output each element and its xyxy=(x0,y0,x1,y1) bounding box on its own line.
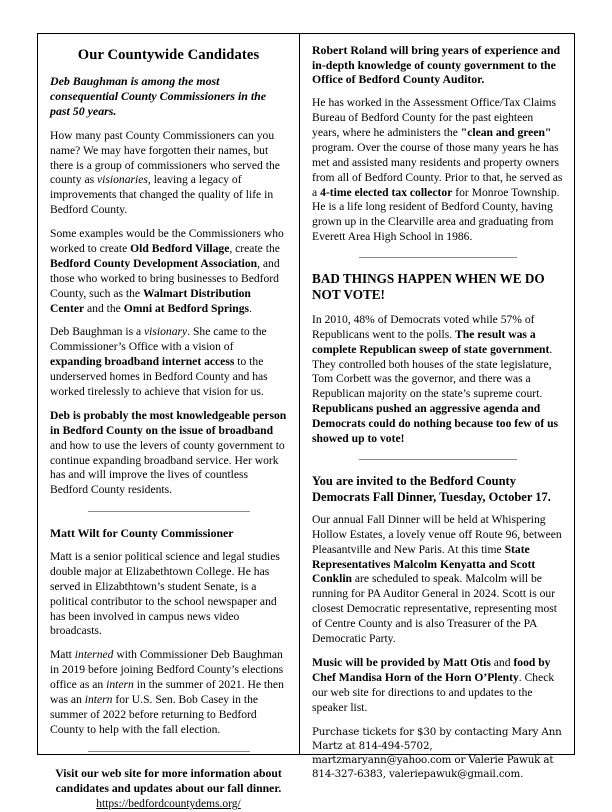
bold-run-old-bedford-village: Old Bedford Village xyxy=(130,241,230,255)
deb-paragraph-1 xyxy=(50,129,287,218)
wilt-paragraph-2 xyxy=(50,648,287,737)
text-run: Some examples would be the Commissioners who worked to create xyxy=(50,227,284,255)
roland-paragraph xyxy=(312,96,563,245)
deb-lead-paragraph xyxy=(50,74,287,119)
emphasis-run: visionaries xyxy=(97,173,148,187)
heading-fall-dinner-invite: You are invited to the Bedford County Democrats Fall Dinner, Tuesday, October 17. xyxy=(312,473,551,504)
text-run: , and those who worked to bring businesses to Bedford County, such as the xyxy=(50,256,280,300)
text-run: with Commissioner Deb Baughman in 2019 before joining Bedford County’s elections office as an xyxy=(50,648,284,692)
footer-line-2: candidates and updates about our fall dinner. xyxy=(55,781,282,795)
text-run: . She came to the Commissioner’s Office with a vision of xyxy=(50,325,267,354)
text-run: in the summer of 2021. He then was an xyxy=(50,678,284,706)
text-run: In 2010, 48% of Democrats voted while 57% of Republicans went to the polls. xyxy=(312,312,535,341)
music-paragraph xyxy=(312,656,563,716)
bold-run-knowledgeable: Deb is probably the most knowledgeable person in Bedford County on the issue of broadband xyxy=(50,408,287,437)
text-run: . xyxy=(249,301,252,315)
website-url-line xyxy=(50,797,287,812)
bold-run-clean-and-green: "clean and green" xyxy=(460,125,552,139)
text-run: , leaving a legacy of improvements that changed the quality of life in Bedford County. xyxy=(50,173,274,217)
text-run: Deb Baughman is a xyxy=(50,325,145,339)
tickets-paragraph: Purchase tickets for $30 by contacting Mary Ann Martz at 814-494-5702, martzmaryann@yahoo.com or Valerie Pawuk at 814-327-6383, valeriepawuk@gmail.com. xyxy=(312,726,562,781)
emphasis-run: intern xyxy=(106,678,134,692)
text-run: and how to use the levers of county government to continue expanding broadband service. Her work has and will improve the lives of countless Bedford County residents. xyxy=(50,438,285,497)
text-run: to the underserved homes in Bedford County and has worked tirelessly to achieve that vision for us. xyxy=(50,355,268,398)
bold-run-bcda: Bedford County Development Association xyxy=(50,256,258,270)
dinner-paragraph xyxy=(312,513,563,647)
text-run: for Monroe Township. He is a life long resident of Bedford County, having grown up in the Clearville area and graduating from Everett Area High School in 1986. xyxy=(312,185,560,244)
text-run: Matt xyxy=(50,648,75,662)
bold-run-showed-up-to-vote: Republicans pushed an aggressive agenda and Democrats could do nothing because too few of us showed up to vote! xyxy=(312,402,559,445)
bold-run-omni: Omni at Bedford Springs xyxy=(123,301,250,315)
bold-run-broadband: expanding broadband internet access xyxy=(50,355,235,369)
bold-run-food: food by Chef Mandisa Horn of the Horn O’Plenty xyxy=(312,655,551,684)
section-divider-left-2 xyxy=(88,751,250,752)
website-url-link[interactable]: https://bedfordcountydems.org/ xyxy=(96,798,241,811)
website-footer-block xyxy=(50,766,287,812)
page-title: Our Countywide Candidates xyxy=(77,47,260,63)
vote-paragraph xyxy=(312,313,563,447)
subheading-matt-wilt: Matt Wilt for County Commissioner xyxy=(50,526,234,541)
emphasis-run: visionary xyxy=(144,325,188,339)
text-run: and xyxy=(490,655,514,669)
bold-run-music: Music will be provided by Matt Otis xyxy=(312,655,491,669)
left-column xyxy=(38,34,299,811)
text-run: How many past County Commissioners can you name? We may have forgotten their names, but there is a group of commissioners who served the county as xyxy=(50,128,280,187)
heading-bad-things-happen: BAD THINGS HAPPEN WHEN WE DO NOT VOTE! xyxy=(312,271,545,303)
deb-paragraph-4 xyxy=(50,409,287,498)
text-run: He has worked in the Assessment Office/Tax Claims Bureau of Bedford County for the past eighteen years, where he administers the xyxy=(312,96,557,139)
footer-line-1: Visit our web site for more information about xyxy=(55,766,282,780)
text-run: program. Over the course of those many years he has met and assisted many residents and property owners from all of Bedford County. Prior to that, he served as a xyxy=(312,140,563,199)
text-run: Our annual Fall Dinner will be held at Whispering Hollow Estates, a lovely venue off Route 96, between Pleasantville and New Paris. At this time xyxy=(312,512,562,556)
text-run: and the xyxy=(84,301,124,315)
text-run: for U.S. Sen. Bob Casey in the summer of 2022 before returning to Bedford County to help with the fall election. xyxy=(50,692,259,736)
section-divider-right-1 xyxy=(359,257,517,258)
flyer-container xyxy=(37,33,575,811)
deb-lead-line2: County Commissioners in the past 50 years. xyxy=(50,88,267,118)
emphasis-run: intern xyxy=(84,692,113,706)
deb-lead-line1: Deb Baughman is among the most consequential xyxy=(50,73,220,103)
text-run: . Check our web site for directions to and updates to the speaker list. xyxy=(312,670,555,714)
bold-run-walmart: Walmart Distribution Center xyxy=(50,286,251,315)
deb-paragraph-2 xyxy=(50,227,287,316)
text-run: . They controlled both houses of the state legislature, Tom Corbett was the governor, and there was a Republican majority on the state’s supreme court. xyxy=(312,342,553,401)
deb-paragraph-3 xyxy=(50,325,287,399)
bold-run-state-reps: State Representatives Malcolm Kenyatta and Scott Conklin xyxy=(312,542,536,586)
emphasis-run: interned xyxy=(74,648,114,662)
text-run: are scheduled to speak. Malcolm will be running for PA Auditor General in 2024. Scott is our closest Democratic representative, representing most of Centre County and is also Treasurer of the PA Democratic Party. xyxy=(312,572,558,645)
bold-run-sweep: The result was a complete Republican sweep of state government xyxy=(312,327,550,356)
section-divider-right-2 xyxy=(359,459,517,460)
section-divider-left-1 xyxy=(88,511,250,512)
bold-run-tax-collector: 4-time elected tax collector xyxy=(320,185,453,199)
right-column xyxy=(299,34,574,781)
text-run: , create the xyxy=(229,241,280,255)
heading-robert-roland: Robert Roland will bring years of experience and in-depth knowledge of county government to the Office of Bedford County Auditor. xyxy=(312,43,561,87)
wilt-paragraph-1: Matt is a senior political science and legal studies double major at Elizabethtown College. He has served in Elizabthtown’s student Senate, is a political contributor to the school newspaper and has been involved in campus news video broadcasts. xyxy=(50,549,280,638)
